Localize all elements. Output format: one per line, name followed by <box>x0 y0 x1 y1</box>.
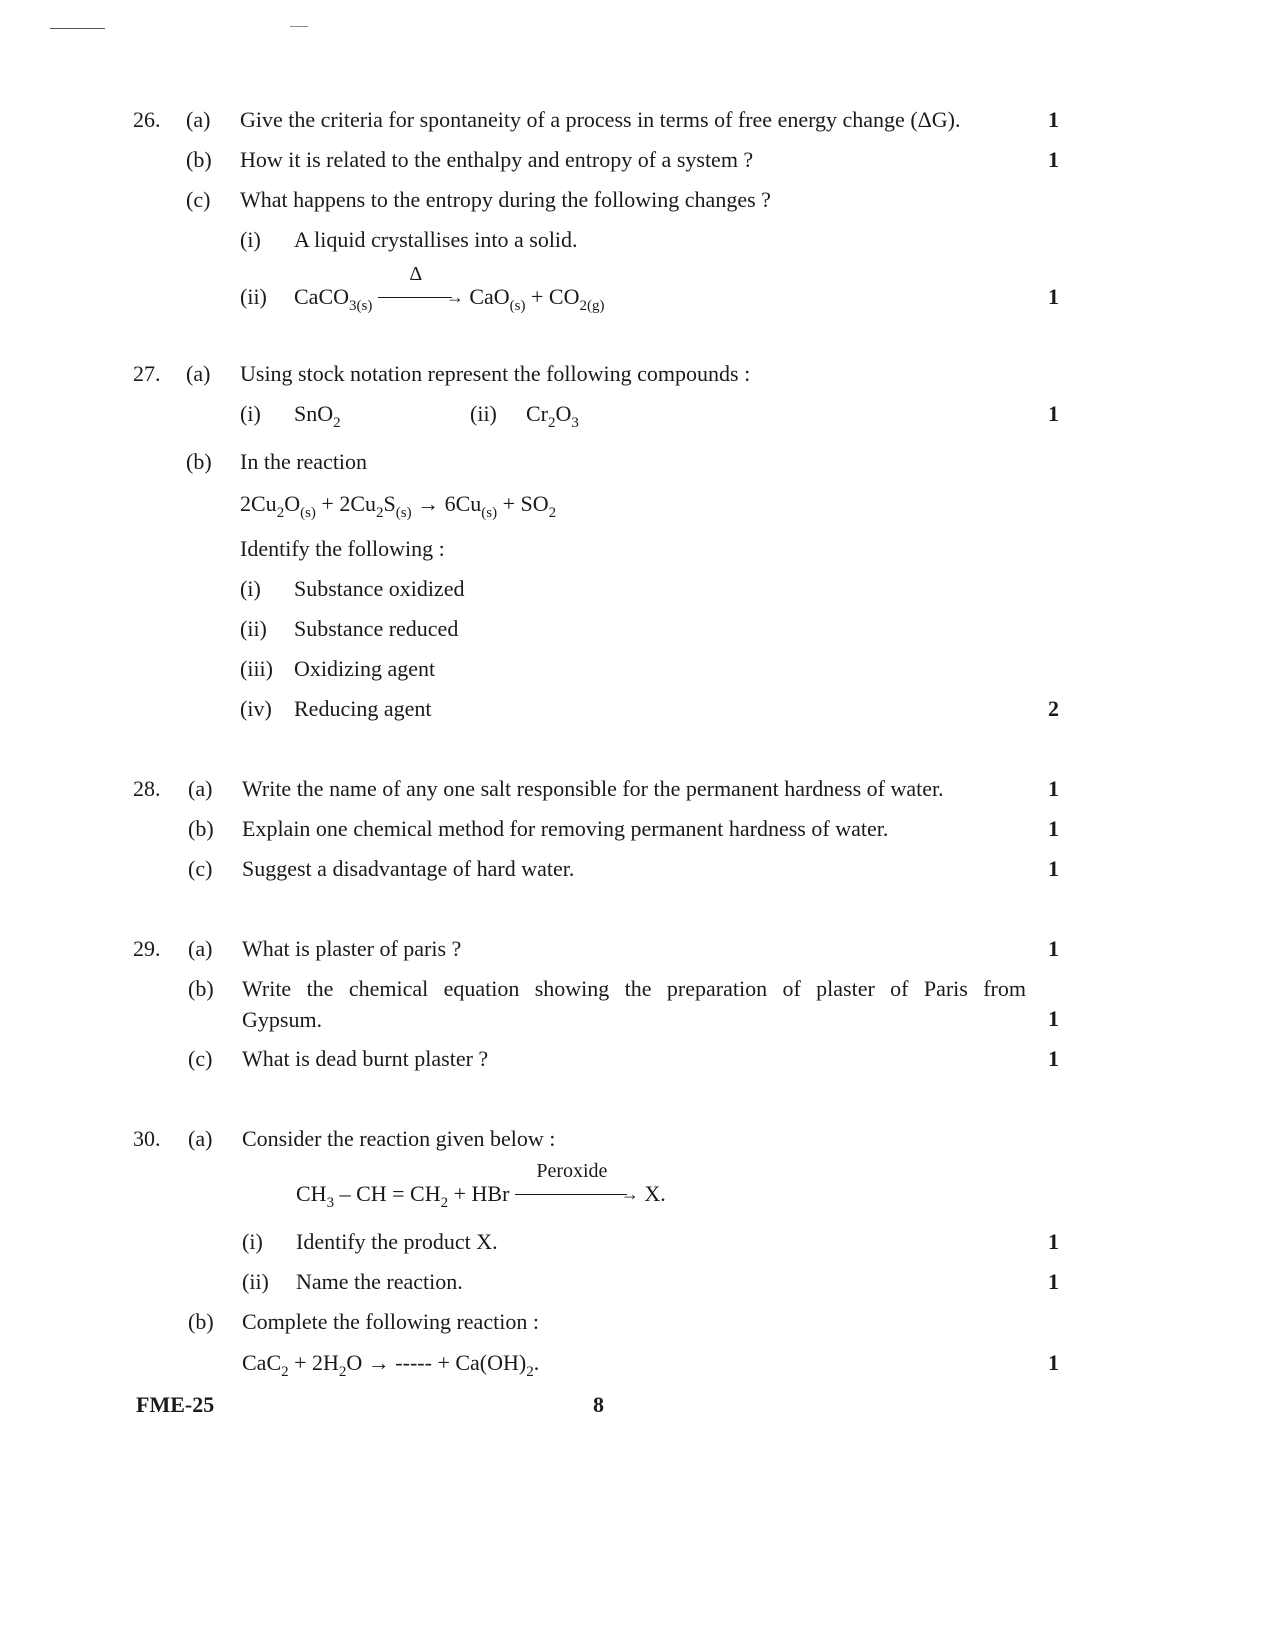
q30-ai-text: Identify the product X. <box>296 1229 498 1254</box>
eq-subscript: 2 <box>548 505 557 521</box>
q30-ai-label: (i) <box>242 1229 263 1254</box>
q27-a-mark: 1 <box>1048 401 1059 426</box>
q26-c-mark: 1 <box>1048 284 1059 309</box>
q26-b-text: How it is related to the enthalpy and entropy of a system ? <box>240 147 754 172</box>
q29-a-label: (a) <box>188 936 213 961</box>
eq-subscript: 2(g) <box>579 298 605 314</box>
q26-ci-label: (i) <box>240 227 261 252</box>
q30-a-label: (a) <box>188 1126 213 1151</box>
q28-a-mark: 1 <box>1048 776 1059 801</box>
q26-number: 26. <box>133 107 161 132</box>
q30-equation <box>296 1160 666 1211</box>
arrow-label-heat: Δ <box>409 263 423 285</box>
q27-b-text: In the reaction <box>240 449 368 474</box>
eq-term: + HBr <box>448 1181 515 1206</box>
q29-a-text: What is plaster of paris ? <box>242 936 462 961</box>
header-rule-left <box>50 28 105 29</box>
formula-term: Cr <box>526 401 548 426</box>
reaction-arrow <box>515 1160 639 1205</box>
eq-term: CaC <box>242 1350 282 1375</box>
q29-c-mark: 1 <box>1048 1046 1059 1071</box>
eq-term: CaO <box>469 284 510 309</box>
q27-identify-text: Identify the following : <box>240 536 445 561</box>
eq-term: CaCO <box>294 284 349 309</box>
eq-subscript: 3 <box>326 1195 335 1211</box>
q28-c-mark: 1 <box>1048 856 1059 881</box>
eq-term: O <box>284 491 301 516</box>
q30-ai-mark: 1 <box>1048 1229 1059 1254</box>
q29-b-text-line2: Gypsum. <box>242 1007 323 1032</box>
q30-aii-mark: 1 <box>1048 1269 1059 1294</box>
q27-bi-text: Substance oxidized <box>294 576 465 601</box>
arrow-shaft <box>378 297 452 298</box>
arrow-shaft <box>515 1194 627 1195</box>
q29-c-text: What is dead burnt plaster ? <box>242 1046 489 1071</box>
eq-term: + 2H <box>288 1350 339 1375</box>
q27-equation <box>240 491 557 521</box>
q26-b-mark: 1 <box>1048 147 1059 172</box>
eq-subscript: 2 <box>440 1195 449 1211</box>
q29-number: 29. <box>133 936 161 961</box>
q30-b-equation <box>242 1350 540 1380</box>
eq-term: – CH = CH <box>334 1181 441 1206</box>
eq-subscript: 2 <box>338 1364 347 1380</box>
q28-b-mark: 1 <box>1048 816 1059 841</box>
formula-term: O <box>555 401 572 426</box>
q27-number: 27. <box>133 361 161 386</box>
q27-bii-text: Substance reduced <box>294 616 459 641</box>
q27-ai-formula <box>294 401 341 431</box>
arrow-label-peroxide: Peroxide <box>536 1160 608 1182</box>
q27-bii-label: (ii) <box>240 616 267 641</box>
eq-subscript: (s) <box>481 505 498 521</box>
q28-a-text: Write the name of any one salt responsible for the permanent hardness of water. <box>242 776 944 801</box>
q29-b-text-line1: Write the chemical equation showing the preparation of plaster of Paris from <box>242 976 1026 1001</box>
paper-code: FME-25 <box>136 1392 215 1417</box>
q29-b-label: (b) <box>188 976 214 1001</box>
q26-equation <box>294 263 605 314</box>
q30-aii-text: Name the reaction. <box>296 1269 463 1294</box>
q28-b-text: Explain one chemical method for removing permanent hardness of water. <box>242 816 889 841</box>
q29-c-label: (c) <box>188 1046 213 1071</box>
q26-a-text: Give the criteria for spontaneity of a process in terms of free energy change (ΔG). <box>240 107 961 132</box>
eq-subscript: 2 <box>281 1364 289 1380</box>
reaction-arrow <box>378 263 464 308</box>
q26-cii-label: (ii) <box>240 284 267 309</box>
q27-aii-label: (ii) <box>470 401 497 426</box>
formula-subscript: 2 <box>333 415 341 431</box>
eq-term: . <box>533 1350 540 1375</box>
q26-a-label: (a) <box>186 107 211 132</box>
q26-a-mark: 1 <box>1048 107 1059 132</box>
q30-aii-label: (ii) <box>242 1269 269 1294</box>
eq-term: + SO <box>497 491 549 516</box>
q30-a-text: Consider the reaction given below : <box>242 1126 556 1151</box>
eq-subscript: (s) <box>509 298 526 314</box>
q27-a-label: (a) <box>186 361 211 386</box>
q29-b-mark: 1 <box>1048 1006 1059 1031</box>
q26-c-label: (c) <box>186 187 211 212</box>
q28-a-label: (a) <box>188 776 213 801</box>
q28-b-label: (b) <box>188 816 214 841</box>
page-number: 8 <box>593 1392 604 1417</box>
eq-subscript: 3(s) <box>349 298 373 314</box>
formula-subscript: 2 <box>548 415 556 431</box>
q28-c-label: (c) <box>188 856 213 881</box>
q27-biii-label: (iii) <box>240 656 273 681</box>
eq-subscript: 2 <box>526 1364 534 1380</box>
arrow-head-icon: → <box>445 286 464 307</box>
eq-term: 2Cu <box>240 491 277 516</box>
q27-b-mark: 2 <box>1048 696 1059 721</box>
q27-b-label: (b) <box>186 449 212 474</box>
eq-term: → 6Cu <box>411 491 482 516</box>
eq-subscript: (s) <box>300 505 316 521</box>
eq-term: S <box>383 491 396 516</box>
q27-a-text: Using stock notation represent the following compounds : <box>240 361 751 386</box>
header-rule-mid <box>290 26 308 27</box>
eq-term: O → ----- + Ca(OH) <box>346 1350 527 1375</box>
q26-b-label: (b) <box>186 147 212 172</box>
q30-b-mark: 1 <box>1048 1350 1059 1375</box>
eq-term: X. <box>638 1181 666 1206</box>
eq-subscript: 2 <box>276 505 285 521</box>
q27-biv-text: Reducing agent <box>294 696 432 721</box>
eq-subscript: (s) <box>395 505 412 521</box>
q27-ai-label: (i) <box>240 401 261 426</box>
eq-term: CH <box>296 1181 327 1206</box>
eq-plus: + <box>525 284 549 309</box>
q26-c-text: What happens to the entropy during the following changes ? <box>240 187 771 212</box>
q28-number: 28. <box>133 776 161 801</box>
q26-ci-text: A liquid crystallises into a solid. <box>294 227 578 252</box>
eq-term: CO <box>548 284 580 309</box>
q30-b-text: Complete the following reaction : <box>242 1309 539 1334</box>
q27-bi-label: (i) <box>240 576 261 601</box>
formula-term: SnO <box>294 401 334 426</box>
q28-c-text: Suggest a disadvantage of hard water. <box>242 856 575 881</box>
q30-number: 30. <box>133 1126 161 1151</box>
q29-a-mark: 1 <box>1048 936 1059 961</box>
q27-biii-text: Oxidizing agent <box>294 656 436 681</box>
q27-aii-formula <box>526 401 579 431</box>
q30-b-label: (b) <box>188 1309 214 1334</box>
eq-term: + 2Cu <box>315 491 376 516</box>
q27-biv-label: (iv) <box>240 696 272 721</box>
formula-subscript: 3 <box>571 415 579 431</box>
eq-subscript: 2 <box>376 505 384 521</box>
arrow-head-icon: → <box>620 1183 639 1204</box>
